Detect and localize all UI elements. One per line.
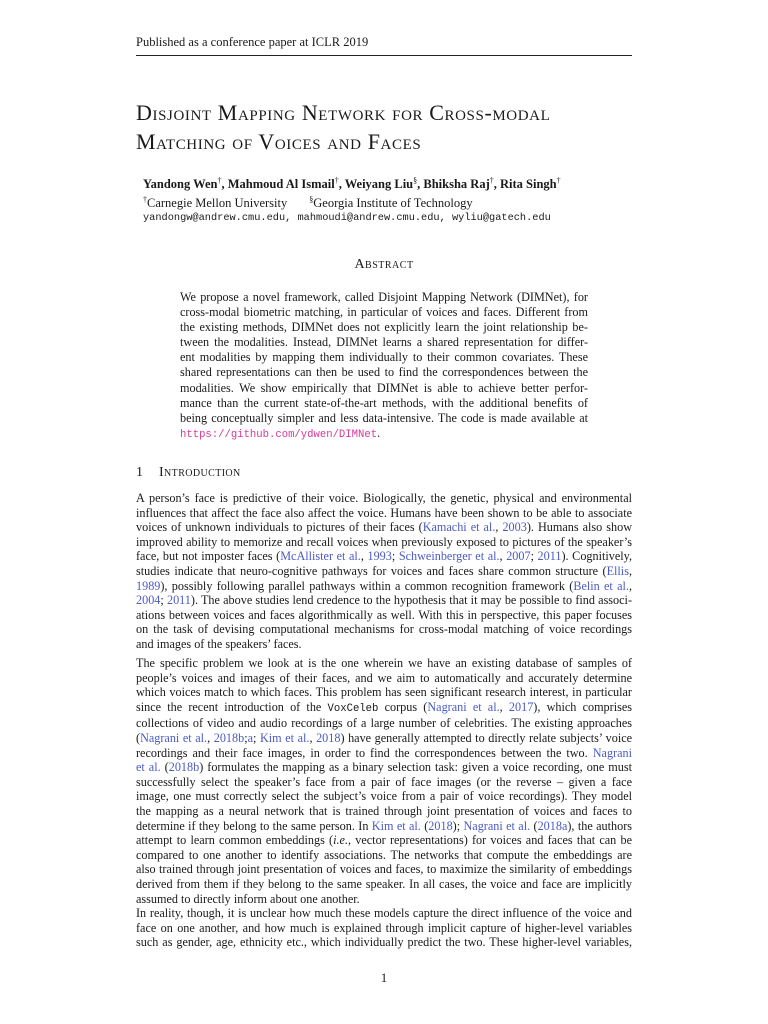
affiliation-name: Carnegie Mellon University: [147, 196, 288, 211]
section-title: Introduction: [159, 465, 241, 480]
text-line: [136, 685, 632, 700]
abstract-line: mance than the current state-of-the-art methods, with the additional benefits of: [180, 395, 588, 410]
citation-link[interactable]: Ellis: [606, 563, 629, 578]
abstract-line: cross-modal biometric matching, in particular of voices and faces. Different from: [180, 305, 588, 320]
title-line-1: Disjoint Mapping Network for Cross-modal: [136, 100, 551, 125]
paragraph-3: [136, 906, 632, 950]
section-heading: [136, 465, 632, 481]
text-segment: attempt to learn common embeddings (: [136, 833, 334, 848]
text-segment: compared to one another to identify associations. The networks that compute the embeddings are: [136, 847, 632, 862]
text-segment: improved ability to memorize and recall voices when previously exposed to pictures of the speaker’s: [136, 534, 632, 549]
text-segment: ;: [253, 730, 260, 745]
text-segment: studies indicate that neuro-cognitive pathways for voices and faces share common structure (: [136, 563, 607, 578]
citation-link[interactable]: Belin et al.: [573, 578, 629, 593]
text-segment: ;: [391, 549, 399, 564]
author-mark: †: [217, 176, 222, 185]
text-segment: and images of the speakers’ faces.: [136, 636, 302, 651]
author-block: [143, 173, 613, 226]
author-name: Yandong Wen: [143, 177, 218, 192]
citation-link[interactable]: et al.: [136, 760, 161, 775]
citation-link[interactable]: 2018b: [213, 730, 245, 745]
text-segment: );: [452, 818, 464, 833]
author-separator: ,: [493, 177, 500, 192]
text-line: [136, 760, 632, 775]
text-line: [136, 656, 632, 671]
abstract-line: [180, 426, 588, 443]
text-line: [136, 549, 632, 564]
citation-link[interactable]: 2017: [508, 699, 534, 714]
text-segment: The specific problem we look at is the one wherein we have an existing database of samples of: [136, 656, 632, 670]
text-segment: ) formulates the mapping as a binary selection task: given a voice recording, one must: [199, 760, 633, 775]
abstract-body: [180, 290, 588, 443]
title-line-2: Matching of Voices and Faces: [136, 129, 422, 154]
text-segment: also trained through joint presentation of voices and faces, to maximize the similarity of embeddings: [136, 862, 632, 877]
text-segment: face, but not imposter faces (: [136, 549, 281, 564]
abstract-heading: Abstract: [354, 257, 414, 272]
text-segment: ,: [360, 549, 368, 564]
citation-link[interactable]: 1989: [136, 578, 161, 593]
text-line: [136, 819, 632, 834]
text-segment: ations between voices and faces algorithmically as well. With this in perspective, this paper focuses: [136, 607, 632, 622]
section-number: 1: [136, 465, 144, 480]
citation-link[interactable]: 1993: [367, 549, 392, 564]
text-segment: (: [530, 818, 538, 833]
text-line: [136, 833, 632, 848]
text-line: [136, 593, 632, 608]
paper-title: [136, 98, 656, 156]
text-line: [136, 520, 632, 535]
text-segment: assumed to directly inform about one another.: [136, 891, 360, 906]
text-segment: ,: [499, 699, 509, 714]
text-segment: In reality, though, it is unclear how much these models capture the direct influence of the voice and: [136, 906, 632, 920]
text-segment: ). Cognitively,: [561, 549, 632, 564]
abstract-line: the existing methods, DIMNet does not explicitly learn the joint relationship be-: [180, 320, 588, 335]
text-line: [136, 731, 632, 746]
text-segment: ;: [530, 549, 538, 564]
text-segment: ), possibly following parallel pathways within a common recognition framework (: [160, 578, 574, 593]
citation-link[interactable]: 2011: [537, 549, 562, 564]
citation-link[interactable]: Nagrani et al.: [427, 699, 500, 714]
affiliations: [143, 192, 613, 211]
text-line: [136, 637, 632, 652]
text-line: [136, 506, 632, 521]
text-segment: determine if they belong to the same person. In: [136, 818, 372, 833]
abstract-line: shared representations can then be used to find the correspondences between the: [180, 365, 588, 380]
page-number: 1: [380, 971, 388, 985]
text-line: [136, 892, 632, 907]
abstract-line: modalities. We show empirically that DIMNet is able to achieve better perfor-: [180, 380, 588, 395]
author-name: Weiyang Liu: [344, 177, 414, 192]
abstract-line: We propose a novel framework, called Disjoint Mapping Network (DIMNet), for: [180, 290, 588, 304]
author-list: [143, 173, 613, 192]
author-emails: yandongw@andrew.cmu.edu, mahmoudi@andrew.cmu.edu, wyliu@gatech.edu: [143, 212, 551, 225]
text-line: [136, 906, 632, 921]
citation-link[interactable]: Schweinberger et al.: [398, 549, 500, 564]
citation-link[interactable]: 2018a: [537, 818, 568, 833]
text-line: [136, 564, 632, 579]
citation-link[interactable]: McAllister et al.: [280, 549, 361, 564]
text-segment: face on one another, and how much is explained through implicit capture of higher-level variables: [136, 920, 632, 935]
text-line: [136, 921, 632, 936]
italic-text: i.e.: [333, 833, 348, 848]
text-segment: successfully select the speaker’s face from a pair of face images (or the reverse – given a face: [136, 774, 632, 789]
affiliation-mark: †: [143, 195, 147, 205]
author-separator: ,: [417, 177, 424, 192]
citation-link[interactable]: Kamachi et al.: [422, 520, 496, 535]
abstract-line: tween the modalities. Instead, DIMNet learns a shared representation for differ-: [180, 335, 588, 350]
text-line: [136, 622, 632, 637]
text-segment: ). Humans also show: [526, 520, 632, 535]
text-line: [136, 535, 632, 550]
text-line: [136, 716, 632, 731]
affiliation-mark: §: [309, 195, 314, 205]
text-segment: , vector representations) for voices and faces that can be: [348, 833, 632, 848]
text-segment: ), which comprises: [533, 699, 632, 714]
citation-link[interactable]: 2018: [428, 818, 453, 833]
citation-link[interactable]: 2004: [136, 593, 161, 608]
citation-link[interactable]: 2018b: [168, 760, 200, 775]
code-url-link[interactable]: https://github.com/ydwen/DIMNet: [180, 428, 378, 441]
corpus-name: VoxCeleb: [327, 702, 379, 715]
text-segment: people’s voices and images of their faces, and we aim to automatically and accurately determine: [136, 670, 632, 685]
text-segment: voices of unknown individuals to pictures of their faces (: [136, 520, 423, 535]
text-segment: such as gender, age, ethnicity etc., which individually predict the two. These higher-level variables,: [136, 935, 632, 950]
text-segment: A person’s face is predictive of their voice. Biologically, the genetic, physical and environmental: [136, 491, 632, 505]
text-line: [136, 862, 632, 877]
running-header: Published as a conference paper at ICLR 2019: [136, 35, 369, 49]
author-mark: †: [489, 176, 494, 185]
text-segment: ). The above studies lend credence to the hypothesis that it may be possible to find associ-: [190, 593, 633, 608]
text-line: [136, 789, 632, 804]
author-name: Mahmoud Al Ismail: [227, 177, 335, 192]
text-segment: recordings and their face images, in order to find the correspondences between the two.: [136, 745, 593, 760]
text-line: [136, 775, 632, 790]
text-segment: ), the authors: [567, 818, 632, 833]
author-separator: ,: [221, 177, 228, 192]
author-name: Bhiksha Raj: [423, 177, 490, 192]
author-name: Rita Singh: [500, 177, 557, 192]
citation-link[interactable]: a: [247, 730, 254, 745]
author-mark: †: [334, 176, 339, 185]
citation-link[interactable]: 2007: [506, 549, 531, 564]
text-segment: (: [420, 818, 429, 833]
text-segment: ,: [628, 563, 632, 578]
paragraph-2: [136, 656, 632, 906]
text-segment: which voices match to which faces. This problem has seen significant research interest, in particular: [136, 685, 632, 700]
text-line: [136, 746, 632, 761]
text-segment: corpus (: [378, 699, 428, 714]
author-separator: ,: [338, 177, 345, 192]
text-segment: ,: [628, 578, 633, 593]
affiliation-name: Georgia Institute of Technology: [313, 196, 473, 211]
citation-link[interactable]: Kim et al.: [259, 730, 310, 745]
text-line: [136, 700, 632, 717]
text-line: [136, 848, 632, 863]
citation-link[interactable]: 2011: [166, 593, 191, 608]
text-segment: (: [136, 730, 141, 745]
abstract-line: being conceptually simpler and less data-intensive. The code is made available at: [180, 410, 588, 425]
text-line: [136, 608, 632, 623]
url-suffix: .: [377, 425, 381, 440]
author-mark: †: [556, 176, 561, 185]
text-segment: since the recent introduction of the: [136, 699, 328, 714]
text-segment: collections of video and audio recordings of a large number of celebrities. The existing approaches: [136, 716, 632, 731]
text-segment: influences that affect the face also affect the voice. Humans have been shown to be able to associate: [136, 505, 632, 520]
text-segment: ;: [244, 730, 248, 745]
text-segment: ) have generally attempted to directly relate subjects’ voice: [340, 730, 633, 745]
citation-link[interactable]: 2018: [316, 730, 341, 745]
text-segment: ;: [160, 593, 167, 608]
text-segment: ,: [207, 730, 214, 745]
text-line: [136, 877, 632, 892]
text-segment: image, one must correctly select the subject’s voice from a pair of voice recordings). They model: [136, 789, 632, 804]
text-line: [136, 491, 632, 506]
text-line: [136, 804, 632, 819]
abstract-line: ent modalities by mapping them individually to their common covariates. These: [180, 350, 588, 365]
text-line: [136, 935, 632, 950]
text-segment: ,: [309, 730, 317, 745]
text-segment: on the task of devising computational mechanisms for cross-modal matching of voice recordings: [136, 622, 632, 637]
text-segment: ,: [495, 520, 503, 535]
text-segment: the mapping as a neural network that is trained through joint presentation of voices and faces to: [136, 803, 632, 818]
text-line: [136, 671, 632, 686]
header-rule: [136, 55, 632, 56]
citation-link[interactable]: Nagrani et al.: [140, 730, 208, 745]
citation-link[interactable]: Kim et al.: [371, 818, 421, 833]
citation-link[interactable]: 2003: [502, 520, 527, 535]
text-segment: ,: [499, 549, 507, 564]
text-segment: (: [160, 760, 169, 775]
text-line: [136, 579, 632, 594]
author-mark: §: [413, 176, 418, 185]
text-segment: derived from them if they belong to the same speaker. In all cases, the voice and face are implicitly: [136, 876, 632, 891]
citation-link[interactable]: Nagrani: [592, 745, 632, 760]
citation-link[interactable]: Nagrani et al.: [463, 818, 531, 833]
paragraph-1: [136, 491, 632, 652]
